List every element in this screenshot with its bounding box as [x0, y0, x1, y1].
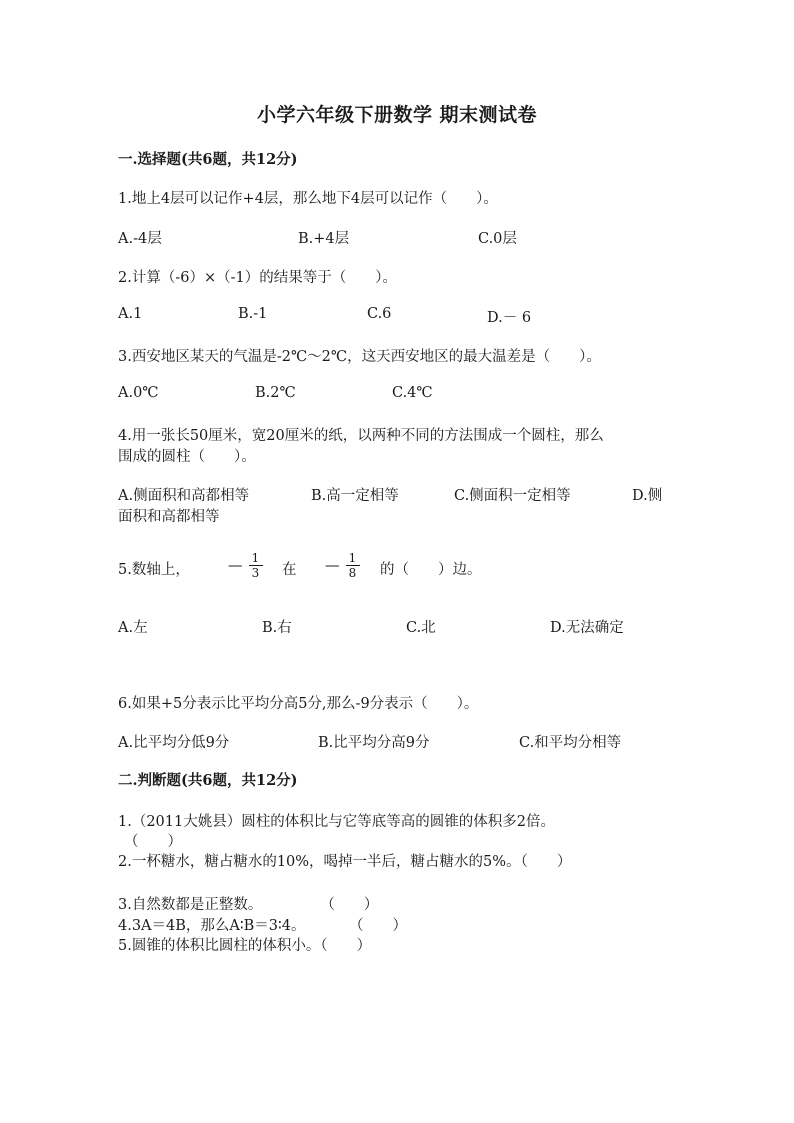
judgement-3: 3.自然数都是正整数。 （ ）	[118, 897, 379, 913]
judgement-2: 2.一杯糖水，糖占糖水的10%，喝掉一半后，糖占糖水的5%。（ ）	[118, 854, 572, 870]
fraction-negative-one-eighth	[325, 551, 360, 580]
q2-option-c: C.6	[367, 306, 392, 322]
question-3: 3.西安地区某天的气温是-2℃～2℃，这天西安地区的最大温差是（ ）。	[118, 349, 601, 365]
question-5-middle: 在	[282, 562, 297, 578]
q5-option-b: B.右	[262, 620, 292, 636]
q6-option-b: B.比平均分高9分	[318, 735, 430, 751]
question-4-line-1: 4.用一张长50厘米，宽20厘米的纸，以两种不同的方法围成一个圆柱，那么	[118, 428, 604, 444]
denominator: 8	[348, 566, 357, 580]
q3-option-b: B.2℃	[255, 385, 296, 401]
question-6: 6.如果+5分表示比平均分高5分,那么-9分表示（ ）。	[118, 696, 479, 712]
judgement-1-answer-blank: （ ）	[124, 834, 182, 850]
q3-option-c: C.4℃	[392, 385, 433, 401]
judgement-1: 1.（2011大姚县）圆柱的体积比与它等底等高的圆锥的体积多2倍。	[118, 814, 555, 830]
q6-option-a: A.比平均分低9分	[118, 735, 230, 751]
q5-option-d: D.无法确定	[550, 620, 624, 636]
question-4-line-2: 围成的圆柱（ ）。	[118, 449, 256, 465]
question-5-suffix: 的（ ）边。	[380, 562, 482, 578]
denominator: 3	[251, 566, 260, 580]
q2-option-b: B.-1	[238, 306, 268, 322]
q4-option-d-continued: 面积和高都相等	[118, 509, 220, 525]
q5-option-a: A.左	[118, 620, 148, 636]
q4-option-a: A.侧面积和高都相等	[118, 488, 250, 504]
q1-option-b: B.+4层	[298, 231, 350, 247]
page-title: 小学六年级下册数学 期末测试卷	[256, 104, 538, 126]
judgement-4: 4.3A＝4B，那么A∶B＝3∶4。 （ ）	[118, 918, 408, 934]
question-2: 2.计算（-6）×（-1）的结果等于（ ）。	[118, 270, 397, 286]
q6-option-c: C.和平均分相等	[519, 735, 622, 751]
numerator: 1	[251, 551, 260, 565]
judgement-5: 5.圆锥的体积比圆柱的体积小。（ ）	[118, 938, 372, 954]
q2-option-a: A.1	[118, 306, 143, 322]
q4-option-b: B.高一定相等	[311, 488, 399, 504]
section-heading-judgement: 二.判断题(共6题，共12分)	[118, 772, 298, 789]
q4-option-d: D.侧	[632, 488, 663, 504]
numerator: 1	[348, 551, 357, 565]
q1-option-a: A.-4层	[118, 231, 162, 247]
q1-option-c: C.0层	[478, 231, 517, 247]
minus-sign: —	[325, 557, 340, 574]
question-1: 1.地上4层可以记作+4层，那么地下4层可以记作（ ）。	[118, 191, 498, 207]
q4-option-c: C.侧面积一定相等	[454, 488, 571, 504]
question-5-prefix: 5.数轴上，	[118, 562, 190, 578]
q3-option-a: A.0℃	[118, 385, 159, 401]
q2-option-d: D.－ 6	[487, 310, 532, 326]
section-heading-choice: 一.选择题(共6题，共12分)	[118, 151, 298, 168]
q5-option-c: C.北	[406, 620, 436, 636]
minus-sign: —	[228, 557, 243, 574]
fraction-negative-one-third	[228, 551, 263, 580]
